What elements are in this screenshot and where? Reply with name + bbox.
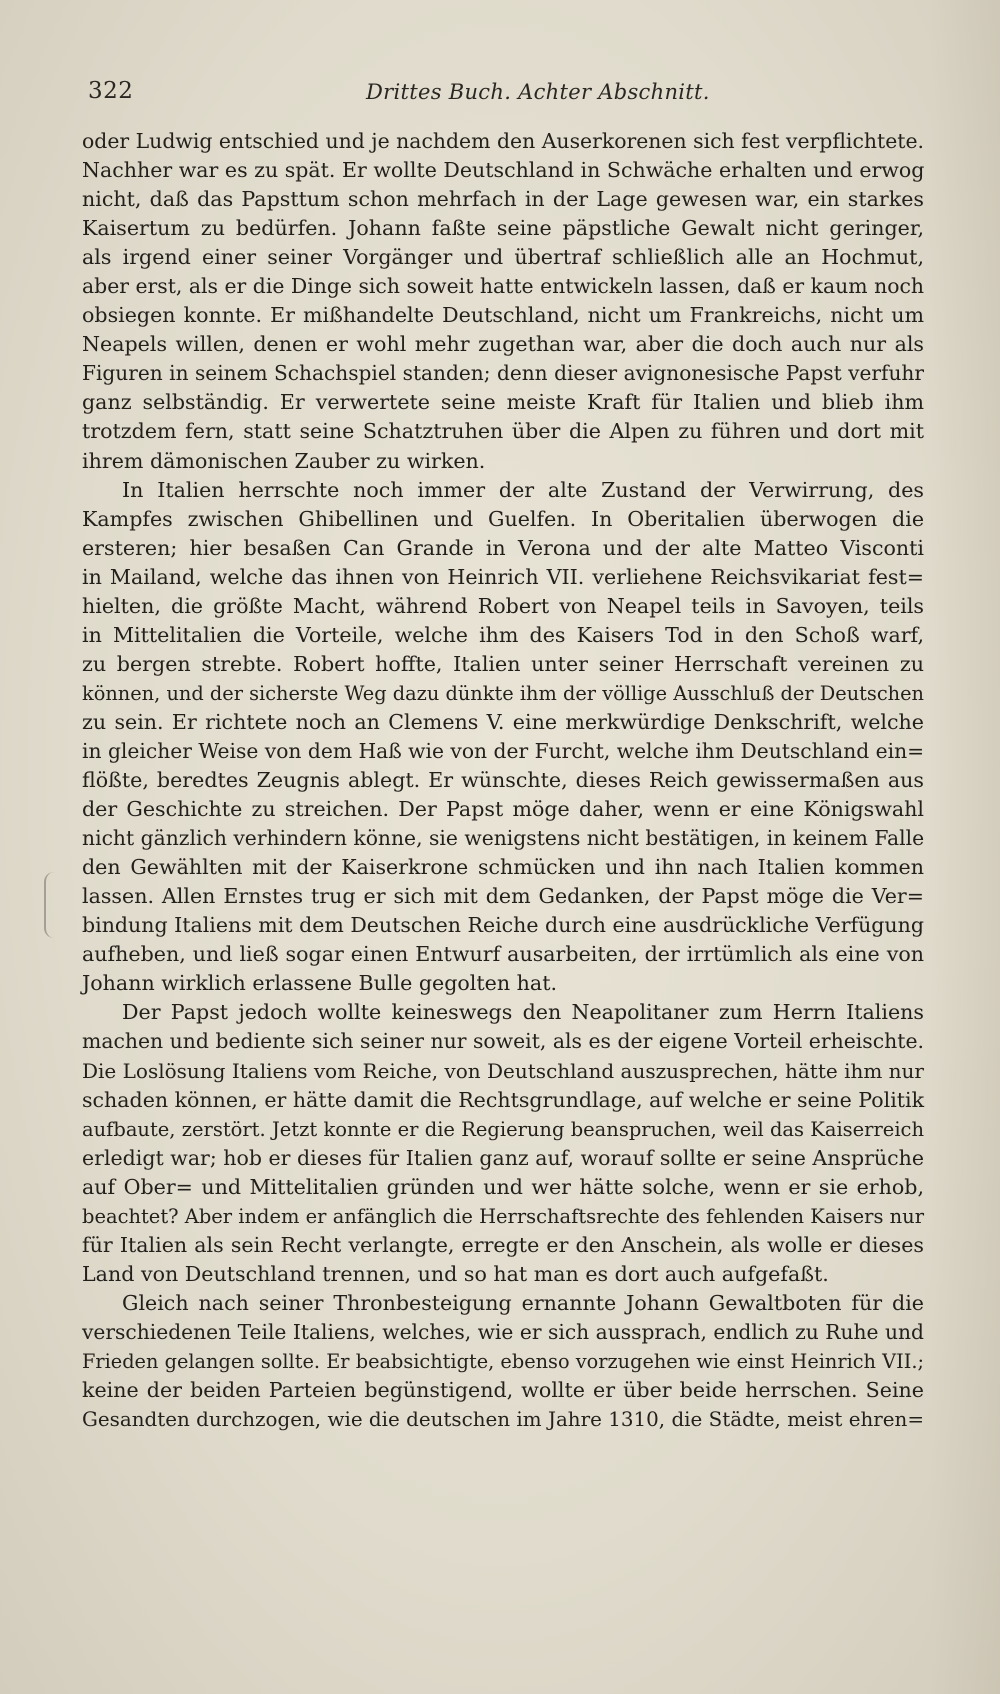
text-line: Gesandten durchzogen, wie die deutschen im Jahre 1310, die Städte, meist ehren=	[82, 1408, 924, 1432]
text-line: zu bergen strebte. Robert hoffte, Italien unter seiner Herrschaft vereinen zu	[82, 651, 924, 676]
text-line: Neapels willen, denen er wohl mehr zugethan war, aber die doch auch nur als	[82, 332, 924, 357]
margin-pencil-mark	[44, 872, 56, 938]
paragraph-1	[82, 127, 924, 476]
text-line: Die Loslösung Italiens vom Reiche, von Deutschland auszusprechen, hätte ihm nur	[82, 1058, 924, 1083]
text-line: aber erst, als er die Dinge sich soweit hatte entwickeln lassen, daß er kaum noch	[82, 274, 924, 299]
text-line: Gleich nach seiner Thronbesteigung ernannte Johann Gewaltboten für die	[122, 1290, 924, 1315]
text-line: lassen. Allen Ernstes trug er sich mit dem Gedanken, der Papst möge die Ver=	[82, 884, 924, 909]
text-line: Der Papst jedoch wollte keineswegs den Neapolitaner zum Herrn Italiens	[122, 1000, 924, 1025]
text-line: Kampfes zwischen Ghibellinen und Guelfen. In Oberitalien überwogen die	[82, 506, 924, 531]
text-line: trotzdem fern, statt seine Schatztruhen über die Alpen zu führen und dort mit	[82, 419, 924, 444]
text-line: zu sein. Er richtete noch an Clemens V. eine merkwürdige Denkschrift, welche	[82, 709, 924, 734]
text-line: Nachher war es zu spät. Er wollte Deutschland in Schwäche erhalten und erwog	[82, 158, 925, 183]
text-line: als irgend einer seiner Vorgänger und übertraf schließlich alle an Hochmut,	[82, 245, 924, 270]
text-line: Land von Deutschland trennen, und so hat man es dort auch aufgefaßt.	[82, 1261, 829, 1286]
running-header	[88, 74, 928, 114]
text-line: In Italien herrschte noch immer der alte Zustand der Verwirrung, des	[122, 477, 924, 502]
page-edge-shadow	[930, 0, 1000, 1694]
body-text	[82, 127, 924, 1434]
text-line: können, und der sicherste Weg dazu dünkte ihm der völlige Ausschluß der Deutschen	[82, 681, 924, 705]
text-line: der Geschichte zu streichen. Der Papst möge daher, wenn er eine Königswahl	[82, 797, 924, 822]
text-line: erledigt war; hob er dieses für Italien ganz auf, worauf sollte er seine Ansprüche	[82, 1145, 924, 1170]
text-line: den Gewählten mit der Kaiserkrone schmücken und ihn nach Italien kommen	[82, 855, 924, 880]
text-line: obsiegen konnte. Er mißhandelte Deutschland, nicht um Frankreichs, nicht um	[82, 303, 924, 328]
text-line: flößte, beredtes Zeugnis ablegt. Er wünschte, dieses Reich gewissermaßen aus	[82, 768, 924, 793]
text-line: Johann wirklich erlassene Bulle gegolten hat.	[82, 971, 558, 996]
paragraph-4	[82, 1289, 924, 1434]
paragraph-2	[82, 476, 924, 999]
text-line: ihrem dämonischen Zauber zu wirken.	[82, 448, 486, 473]
text-line: Figuren in seinem Schachspiel standen; denn dieser avignonesische Papst verfuhr	[82, 361, 924, 386]
text-line: ganz selbständig. Er verwertete seine meiste Kraft für Italien und blieb ihm	[82, 390, 924, 415]
text-line: ersteren; hier besaßen Can Grande in Verona und der alte Matteo Visconti	[82, 535, 924, 560]
text-line: für Italien als sein Recht verlangte, erregte er den Anschein, als wolle er dieses	[82, 1232, 924, 1257]
text-line: hielten, die größte Macht, während Robert von Neapel teils in Savoyen, teils	[82, 593, 924, 618]
text-line: schaden können, er hätte damit die Rechtsgrundlage, auf welche er seine Politik	[82, 1087, 925, 1112]
text-line: nicht, daß das Papsttum schon mehrfach in der Lage gewesen war, ein starkes	[82, 187, 924, 212]
running-title: Drittes Buch. Achter Abschnitt.	[366, 80, 710, 104]
text-line: in gleicher Weise von dem Haß wie von der Furcht, welche ihm Deutschland ein=	[82, 738, 925, 763]
page-number: 322	[88, 78, 134, 104]
text-line: Kaisertum zu bedürfen. Johann faßte seine päpstliche Gewalt nicht geringer,	[82, 216, 924, 241]
text-line: aufbaute, zerstört. Jetzt konnte er die Regierung beanspruchen, weil das Kaiserreich	[82, 1117, 924, 1141]
text-line: aufheben, und ließ sogar einen Entwurf ausarbeiten, der irrtümlich als eine von	[82, 942, 924, 967]
text-line: verschiedenen Teile Italiens, welches, wie er sich aussprach, endlich zu Ruhe und	[82, 1319, 924, 1344]
text-line: beachtet? Aber indem er anfänglich die Herrschaftsrechte des fehlenden Kaisers nur	[82, 1204, 924, 1228]
text-line: Frieden gelangen sollte. Er beabsichtigte, ebenso vorzugehen wie einst Heinrich VII.;	[82, 1349, 924, 1373]
text-line: auf Ober= und Mittelitalien gründen und wer hätte solche, wenn er sie erhob,	[82, 1174, 924, 1199]
text-line: in Mittelitalien die Vorteile, welche ihm des Kaisers Tod in den Schoß warf,	[82, 622, 924, 647]
text-line: bindung Italiens mit dem Deutschen Reiche durch eine ausdrückliche Verfügung	[82, 913, 924, 938]
text-line: machen und bediente sich seiner nur soweit, als es der eigene Vorteil erheischte.	[82, 1029, 924, 1054]
text-line: in Mailand, welche das ihnen von Heinrich VII. verliehene Reichsvikariat fest=	[82, 564, 924, 589]
text-line: oder Ludwig entschied und je nachdem den Auserkorenen sich fest verpflichtete.	[82, 129, 924, 153]
paragraph-3	[82, 998, 924, 1288]
text-line: nicht gänzlich verhindern könne, sie wenigstens nicht bestätigen, in keinem Falle	[82, 826, 925, 851]
text-line: keine der beiden Parteien begünstigend, wollte er über beide herrschen. Seine	[82, 1378, 924, 1403]
